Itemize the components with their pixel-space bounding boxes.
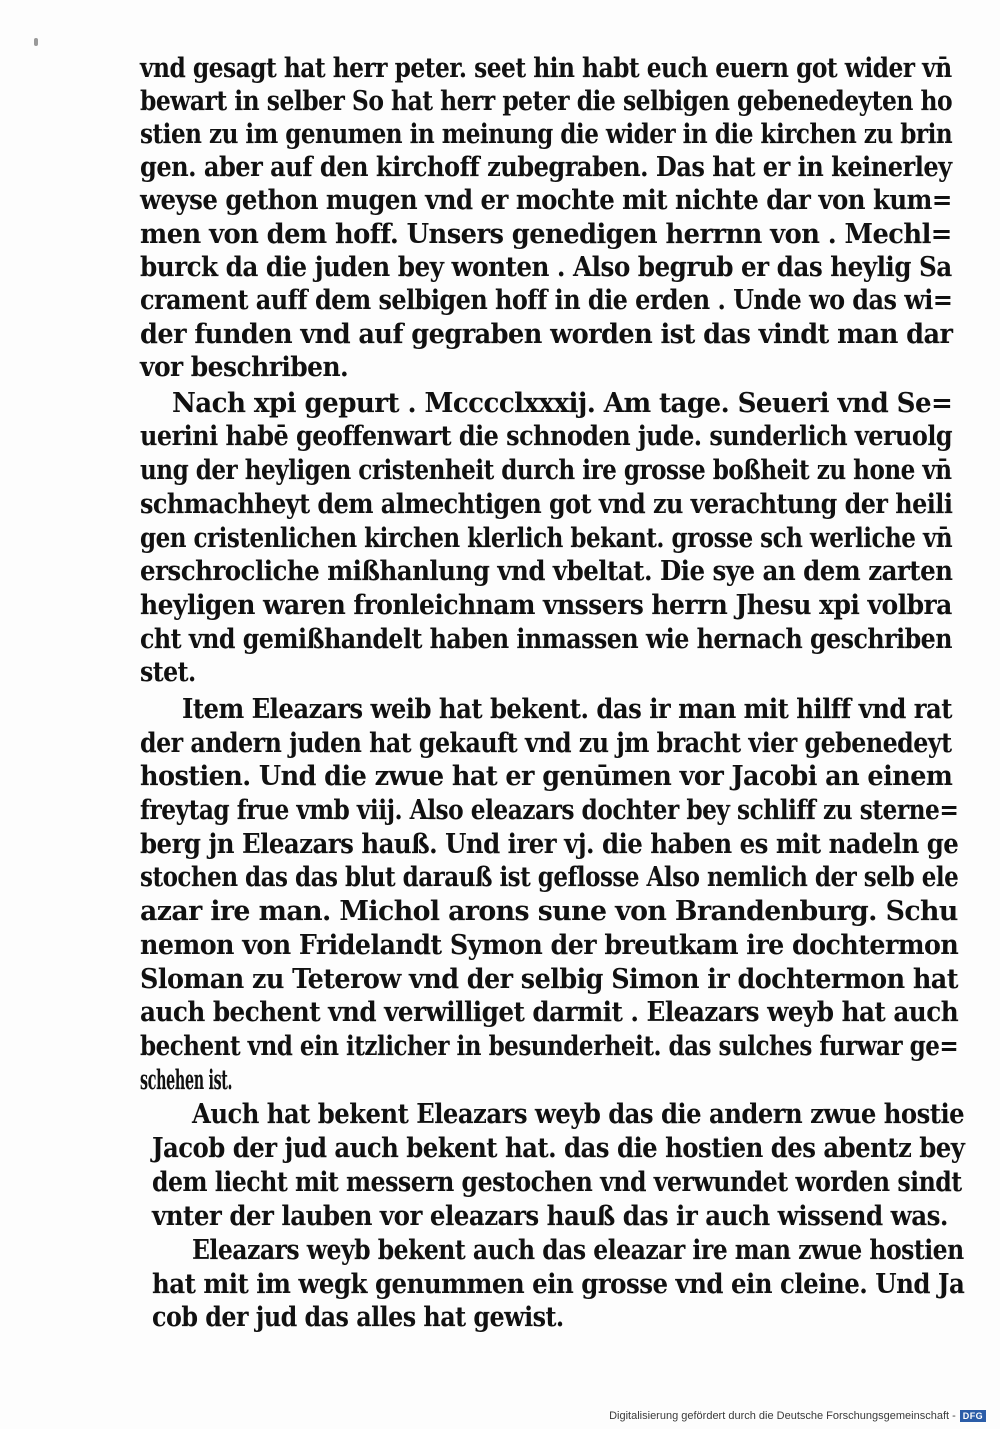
text-line: vnd gesagt hat herr peter. seet hin habt euch euern got wider vn̄ (140, 53, 952, 84)
dfg-logo: DFG (960, 1410, 986, 1422)
text-line: stien zu im genumen in meinung die wider in die kirchen zu brin (140, 119, 953, 150)
text-line: Item Eleazars weib hat bekent. das ir man mit hilff vnd rat (182, 694, 952, 725)
text-line: gen. aber auf den kirchoff zubegraben. Das hat er in keinerley (140, 152, 952, 183)
text-line: der funden vnd auf gegraben worden ist das vindt man dar (140, 319, 953, 350)
text-line: der andern juden hat gekauft vnd zu jm bracht vier gebenedeyt (140, 728, 952, 759)
text-line: burck da die juden bey wonten . Also begrub er das heylig Sa (140, 252, 952, 283)
text-line: Sloman zu Teterow vnd der selbig Simon ir dochtermon hat (140, 964, 958, 995)
credit-text: Digitalisierung gefördert durch die Deutsche Forschungsgemeinschaft - (609, 1410, 956, 1422)
digitization-credit (609, 1407, 986, 1425)
text-line: berg jn Eleazars hauß. Und irer vj. die haben es mit nadeln ge (140, 829, 959, 860)
text-line: stet. (140, 657, 196, 688)
text-line: gen cristenlichen kirchen klerlich bekant. grosse sch werliche vn̄ (140, 523, 953, 554)
text-line: bewart in selber So hat herr peter die selbigen gebenedeyten ho (140, 86, 953, 117)
text-line: auch bechent vnd verwilliget darmit . Eleazars weyb hat auch (140, 997, 959, 1028)
text-line: nemon von Fridelandt Symon der breutkam ire dochtermon (140, 930, 959, 961)
text-line: freytag frue vmb viij. Also eleazars dochter bey schliff zu sterne= (140, 795, 959, 826)
text-line: vor beschriben. (140, 352, 349, 383)
scan-speck (34, 38, 38, 46)
text-line: Eleazars weyb bekent auch das eleazar ire man zwue hostien (192, 1235, 964, 1266)
text-line: Jacob der jud auch bekent hat. das die hostien des abentz bey (152, 1133, 965, 1164)
text-line: cob der jud das alles hat gewist. (152, 1302, 564, 1333)
text-line: Nach xpi gepurt . Mcccclxxxij. Am tage. Seueri vnd Se= (172, 388, 953, 419)
text-line: weyse gethon mugen vnd er mochte mit nichte dar von kum= (140, 185, 952, 216)
text-line: dem liecht mit messern gestochen vnd verwundet worden sindt (152, 1167, 962, 1198)
text-line: azar ire man. Michol arons sune von Brandenburg. Schu (140, 896, 958, 927)
text-line: schmachheyt dem almechtigen got vnd zu verachtung der heili (140, 489, 953, 520)
text-line: schehen ist. (140, 1065, 233, 1096)
text-line: hat mit im wegk genummen ein grosse vnd ein cleine. Und Ja (152, 1269, 965, 1300)
text-line: heyligen waren fronleichnam vnssers herrn Jhesu xpi volbra (140, 590, 952, 621)
text-line: hostien. Und die zwue hat er genūmen vor Jacobi an einem (140, 761, 953, 792)
text-line: erschrocliche mißhanlung vnd vbeltat. Die sye an dem zarten (140, 556, 953, 587)
text-line: men von dem hoff. Unsers genedigen herrnn von . Mechl= (140, 219, 952, 250)
text-line: uerini habē geoffenwart die schnoden jude. sunderlich veruolg (140, 421, 953, 452)
text-line: cht vnd gemißhandelt haben inmassen wie hernach geschriben (140, 624, 953, 655)
text-line: vnter der lauben vor eleazars hauß das ir auch wissend was. (152, 1201, 948, 1232)
text-line: crament auff dem selbigen hoff in die erden . Unde wo das wi= (140, 285, 953, 316)
text-line: Auch hat bekent Eleazars weyb das die andern zwue hostie (192, 1099, 965, 1130)
text-line: bechent vnd ein itzlicher in besunderheit. das sulches furwar ge= (140, 1031, 959, 1062)
text-line: ung der heyligen cristenheit durch ire grosse boßheit zu hone vn̄ (140, 455, 952, 486)
text-line: stochen das das blut darauß ist geflosse Also nemlich der selb ele (140, 862, 959, 893)
